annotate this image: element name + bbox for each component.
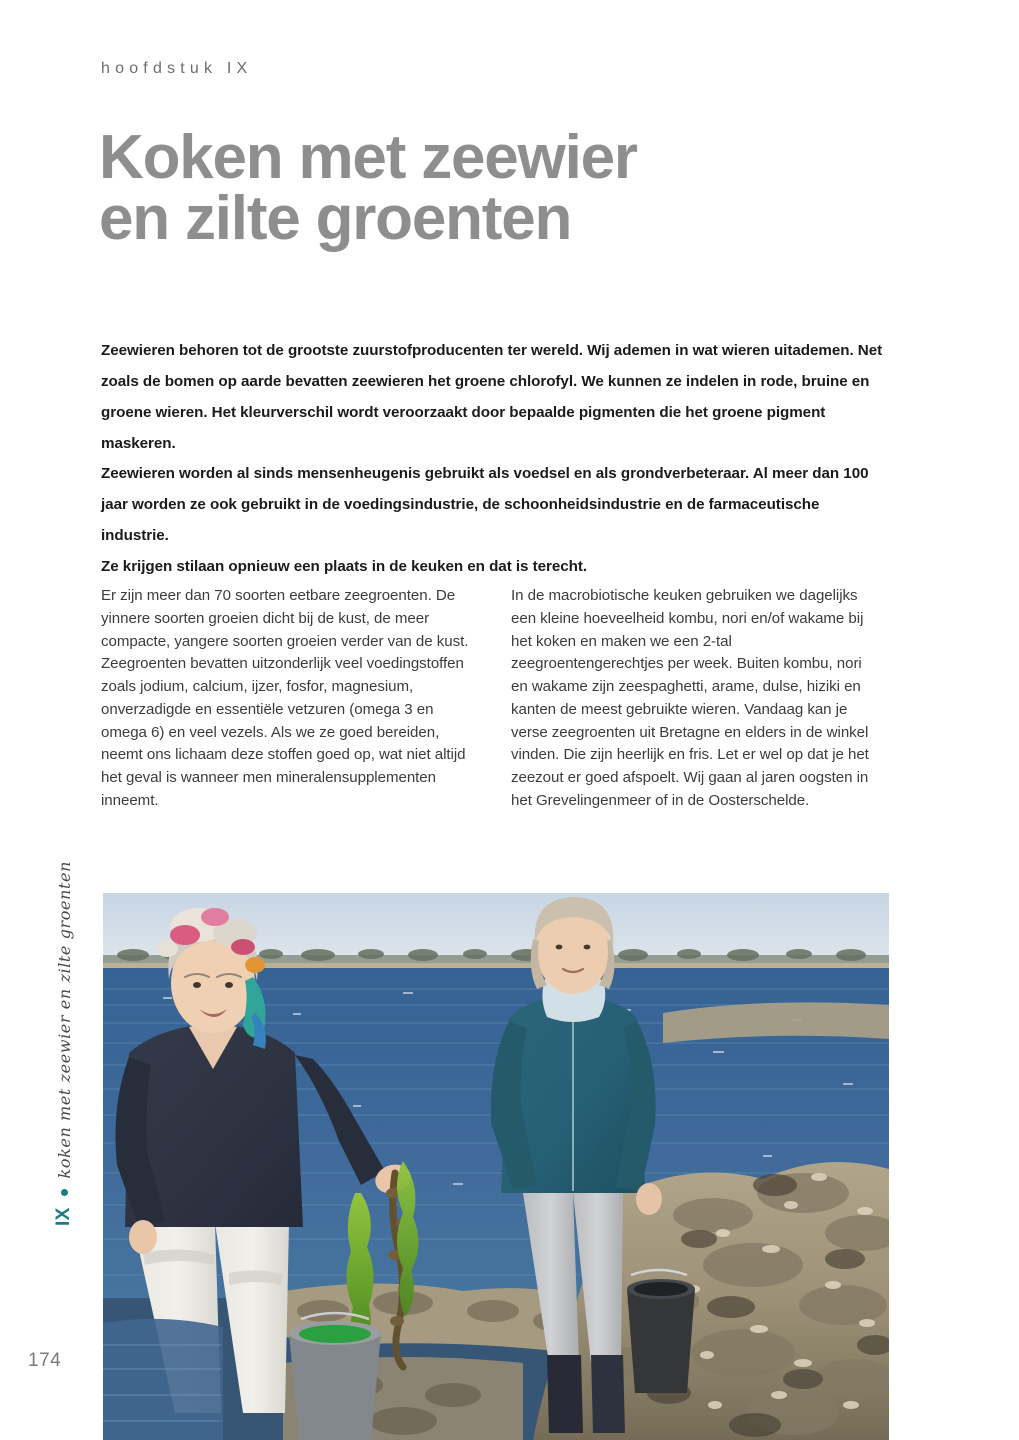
photograph-illustration	[103, 893, 889, 1440]
body-text-left: Er zijn meer dan 70 soorten eetbare zeegroenten. De yinnere soorten groeien dicht bij de kust, de meer compacte, yangere soorten groeien verder van de kust. Zeegroenten bevatten uitzonderlijk veel voedingstoffen zoals jodium, calcium, ijzer, fosfor, magnesium, onverzadigde en essentiële vetzuren (omega 3 en omega 6) en veel vezels. Als we ze goed bereiden, neemt ons lichaam deze stoffen goed op, wat niet altijd het geval is wanneer men mineralensupplementen inneemt.	[101, 587, 469, 810]
body-column-right	[511, 585, 879, 813]
body-text-right: In de macrobiotische keuken gebruiken we dagelijks een kleine hoeveelheid kombu, nori en/of wakame bij het koken en maken we een 2-tal zeegroentengerechtjes per week. Buiten kombu, nori en wakame zijn zeespaghetti, arame, dulse, hiziki en kanten de meest gebruikte wieren. Vandaag kan je verse zeegroenten uit Bretagne en elders in de winkel vinden. Die zijn heerlijk en fris. Let er wel op dat je het zeezout er goed afspoelt. Wij gaan al jaren oogsten in het Grevelingenmeer of in de Oosterschelde.	[511, 587, 869, 810]
page-number: 174	[28, 1350, 62, 1371]
bullet-separator-icon	[61, 1189, 68, 1196]
running-head-text: koken met zeewier en zilte groenten	[54, 861, 74, 1179]
chapter-label: hoofdstuk IX	[101, 60, 253, 77]
intro-block	[101, 336, 886, 583]
intro-paragraph-3: Ze krijgen stilaan opnieuw een plaats in de keuken en dat is terecht.	[101, 558, 588, 576]
running-head-numeral: IX	[53, 1207, 74, 1226]
chapter-photograph	[103, 893, 889, 1440]
page-title	[99, 123, 899, 253]
intro-paragraph-2: Zeewieren worden al sinds mensenheugenis gebruikt als voedsel en als grondverbeteraar. Al meer dan 100 jaar worden ze ook gebruikt in de voedingsindustrie, de schoonheidsindustrie en de farmaceutische industrie.	[101, 465, 869, 545]
body-column-left	[101, 585, 469, 813]
running-head	[53, 861, 75, 1226]
page-title-line-1: Koken met zeewier	[99, 123, 637, 192]
page-title-line-2: en zilte groenten	[99, 183, 572, 253]
side-rail	[28, 0, 88, 1440]
body-columns	[101, 585, 891, 813]
intro-paragraph-1: Zeewieren behoren tot de grootste zuurstofproducenten ter wereld. Wij ademen in wat wieren uitademen. Net zoals de bomen op aarde bevatten zeewieren het groene chlorofyl. We kunnen ze indelen in rode, bruine en groene wieren. Het kleurverschil wordt veroorzaakt door bepaalde pigmenten die het groene pigment maskeren.	[101, 342, 883, 452]
